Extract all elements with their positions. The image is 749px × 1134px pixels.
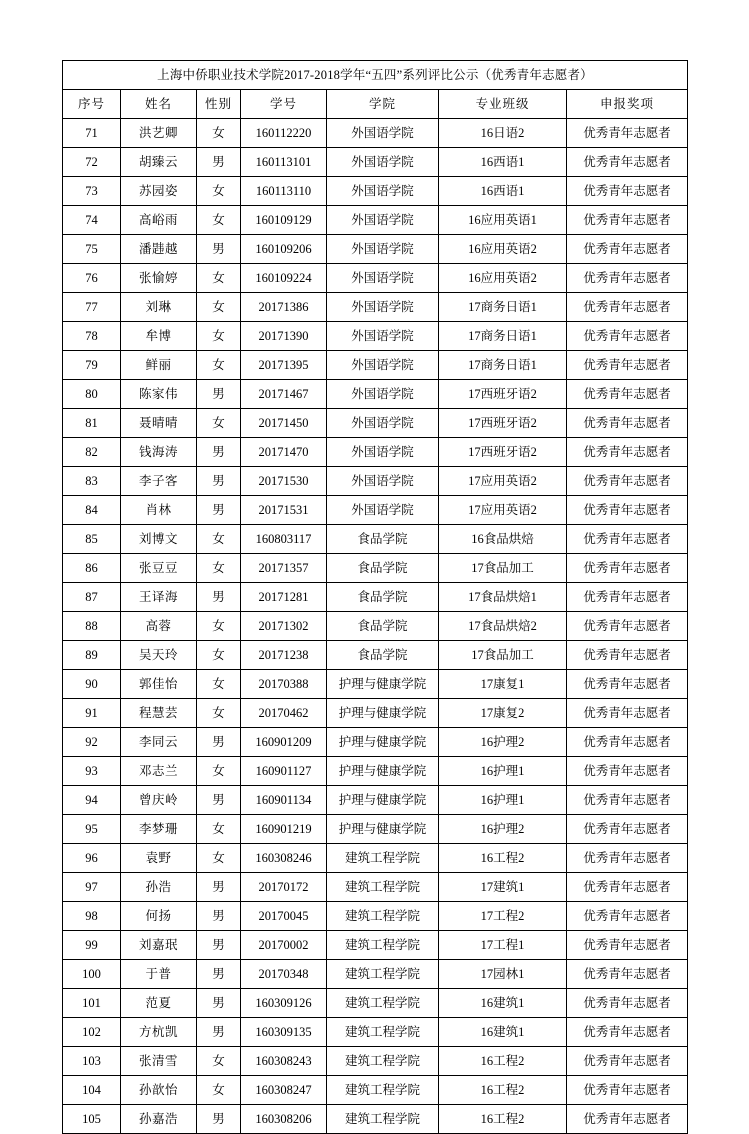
- cell-name: 刘琳: [121, 293, 197, 322]
- column-header-student-id: 学号: [241, 90, 327, 119]
- cell-college: 建筑工程学院: [327, 960, 439, 989]
- table-row: [63, 641, 688, 670]
- cell-index: 85: [63, 525, 121, 554]
- cell-award: 优秀青年志愿者: [567, 1047, 688, 1076]
- cell-college: 外国语学院: [327, 438, 439, 467]
- cell-index: 86: [63, 554, 121, 583]
- cell-gender: 女: [197, 699, 241, 728]
- table-row: [63, 496, 688, 525]
- cell-award: 优秀青年志愿者: [567, 873, 688, 902]
- cell-award: 优秀青年志愿者: [567, 902, 688, 931]
- cell-college: 外国语学院: [327, 322, 439, 351]
- table-row: [63, 699, 688, 728]
- cell-college: 护理与健康学院: [327, 670, 439, 699]
- cell-class: 16工程2: [439, 844, 567, 873]
- cell-gender: 女: [197, 351, 241, 380]
- cell-college: 护理与健康学院: [327, 815, 439, 844]
- cell-award: 优秀青年志愿者: [567, 264, 688, 293]
- cell-class: 17西班牙语2: [439, 438, 567, 467]
- cell-index: 72: [63, 148, 121, 177]
- cell-class: 17食品烘焙2: [439, 612, 567, 641]
- cell-name: 聂晴晴: [121, 409, 197, 438]
- cell-gender: 女: [197, 612, 241, 641]
- cell-index: 97: [63, 873, 121, 902]
- cell-index: 88: [63, 612, 121, 641]
- cell-award: 优秀青年志愿者: [567, 235, 688, 264]
- cell-name: 李子客: [121, 467, 197, 496]
- cell-class: 16建筑1: [439, 989, 567, 1018]
- cell-name: 何扬: [121, 902, 197, 931]
- cell-student-id: 160109224: [241, 264, 327, 293]
- table-row: [63, 786, 688, 815]
- cell-student-id: 20171238: [241, 641, 327, 670]
- cell-college: 外国语学院: [327, 293, 439, 322]
- cell-gender: 男: [197, 873, 241, 902]
- cell-index: 78: [63, 322, 121, 351]
- cell-college: 外国语学院: [327, 496, 439, 525]
- cell-award: 优秀青年志愿者: [567, 815, 688, 844]
- table-row: [63, 815, 688, 844]
- cell-class: 16日语2: [439, 119, 567, 148]
- table-row: [63, 380, 688, 409]
- table-row: [63, 989, 688, 1018]
- table-row: [63, 844, 688, 873]
- cell-student-id: 20171386: [241, 293, 327, 322]
- cell-gender: 男: [197, 496, 241, 525]
- table-row: [63, 931, 688, 960]
- cell-name: 孙歆怡: [121, 1076, 197, 1105]
- cell-student-id: 20171395: [241, 351, 327, 380]
- table-row: [63, 1076, 688, 1105]
- cell-award: 优秀青年志愿者: [567, 119, 688, 148]
- cell-college: 外国语学院: [327, 206, 439, 235]
- cell-student-id: 160309135: [241, 1018, 327, 1047]
- cell-college: 外国语学院: [327, 235, 439, 264]
- cell-award: 优秀青年志愿者: [567, 641, 688, 670]
- cell-college: 建筑工程学院: [327, 1076, 439, 1105]
- cell-award: 优秀青年志愿者: [567, 206, 688, 235]
- cell-name: 于普: [121, 960, 197, 989]
- cell-award: 优秀青年志愿者: [567, 438, 688, 467]
- cell-index: 77: [63, 293, 121, 322]
- cell-gender: 男: [197, 1105, 241, 1134]
- cell-student-id: 20171390: [241, 322, 327, 351]
- table-row: [63, 757, 688, 786]
- cell-name: 范夏: [121, 989, 197, 1018]
- cell-college: 外国语学院: [327, 409, 439, 438]
- cell-class: 17商务日语1: [439, 351, 567, 380]
- cell-index: 75: [63, 235, 121, 264]
- table-row: [63, 960, 688, 989]
- cell-class: 16应用英语2: [439, 235, 567, 264]
- cell-college: 护理与健康学院: [327, 786, 439, 815]
- cell-class: 17园林1: [439, 960, 567, 989]
- cell-class: 17康复2: [439, 699, 567, 728]
- cell-index: 79: [63, 351, 121, 380]
- cell-class: 17食品加工: [439, 554, 567, 583]
- cell-award: 优秀青年志愿者: [567, 960, 688, 989]
- cell-college: 外国语学院: [327, 467, 439, 496]
- column-header-class: 专业班级: [439, 90, 567, 119]
- page-title: 上海中侨职业技术学院2017-2018学年“五四”系列评比公示（优秀青年志愿者）: [63, 61, 688, 90]
- cell-index: 76: [63, 264, 121, 293]
- cell-college: 外国语学院: [327, 351, 439, 380]
- cell-student-id: 160112220: [241, 119, 327, 148]
- cell-index: 98: [63, 902, 121, 931]
- cell-student-id: 20171357: [241, 554, 327, 583]
- cell-award: 优秀青年志愿者: [567, 148, 688, 177]
- cell-college: 外国语学院: [327, 264, 439, 293]
- cell-gender: 男: [197, 989, 241, 1018]
- cell-college: 建筑工程学院: [327, 902, 439, 931]
- cell-award: 优秀青年志愿者: [567, 293, 688, 322]
- cell-student-id: 160309126: [241, 989, 327, 1018]
- column-header-gender: 性别: [197, 90, 241, 119]
- cell-college: 外国语学院: [327, 119, 439, 148]
- cell-award: 优秀青年志愿者: [567, 757, 688, 786]
- cell-award: 优秀青年志愿者: [567, 612, 688, 641]
- cell-index: 99: [63, 931, 121, 960]
- cell-index: 71: [63, 119, 121, 148]
- cell-index: 93: [63, 757, 121, 786]
- cell-class: 17商务日语1: [439, 322, 567, 351]
- cell-name: 邓志兰: [121, 757, 197, 786]
- cell-gender: 女: [197, 554, 241, 583]
- cell-student-id: 20170388: [241, 670, 327, 699]
- cell-gender: 女: [197, 293, 241, 322]
- cell-award: 优秀青年志愿者: [567, 1105, 688, 1134]
- cell-gender: 男: [197, 931, 241, 960]
- cell-class: 16护理1: [439, 786, 567, 815]
- cell-student-id: 160901209: [241, 728, 327, 757]
- cell-award: 优秀青年志愿者: [567, 786, 688, 815]
- cell-student-id: 160901134: [241, 786, 327, 815]
- table-row: [63, 148, 688, 177]
- table-row: [63, 177, 688, 206]
- cell-college: 护理与健康学院: [327, 728, 439, 757]
- table-row: [63, 293, 688, 322]
- cell-college: 外国语学院: [327, 177, 439, 206]
- cell-gender: 男: [197, 728, 241, 757]
- cell-name: 李同云: [121, 728, 197, 757]
- cell-college: 建筑工程学院: [327, 873, 439, 902]
- cell-gender: 男: [197, 235, 241, 264]
- table-row: [63, 1018, 688, 1047]
- cell-gender: 女: [197, 264, 241, 293]
- column-header-index: 序号: [63, 90, 121, 119]
- cell-name: 胡臻云: [121, 148, 197, 177]
- cell-award: 优秀青年志愿者: [567, 670, 688, 699]
- cell-college: 建筑工程学院: [327, 989, 439, 1018]
- title-row: [63, 61, 688, 90]
- cell-student-id: 160113110: [241, 177, 327, 206]
- cell-name: 李梦珊: [121, 815, 197, 844]
- cell-college: 护理与健康学院: [327, 757, 439, 786]
- cell-index: 102: [63, 1018, 121, 1047]
- cell-student-id: 160113101: [241, 148, 327, 177]
- cell-award: 优秀青年志愿者: [567, 467, 688, 496]
- cell-class: 16工程2: [439, 1105, 567, 1134]
- cell-gender: 女: [197, 322, 241, 351]
- cell-class: 17康复1: [439, 670, 567, 699]
- table-row: [63, 322, 688, 351]
- cell-name: 吴天玲: [121, 641, 197, 670]
- cell-award: 优秀青年志愿者: [567, 699, 688, 728]
- cell-index: 96: [63, 844, 121, 873]
- cell-student-id: 160109206: [241, 235, 327, 264]
- cell-gender: 男: [197, 960, 241, 989]
- header-row: [63, 90, 688, 119]
- cell-award: 优秀青年志愿者: [567, 525, 688, 554]
- cell-award: 优秀青年志愿者: [567, 989, 688, 1018]
- cell-student-id: 20171530: [241, 467, 327, 496]
- cell-award: 优秀青年志愿者: [567, 931, 688, 960]
- cell-class: 17西班牙语2: [439, 409, 567, 438]
- cell-class: 16应用英语1: [439, 206, 567, 235]
- column-header-name: 姓名: [121, 90, 197, 119]
- column-header-award: 申报奖项: [567, 90, 688, 119]
- table-row: [63, 1105, 688, 1134]
- table-row: [63, 525, 688, 554]
- cell-class: 17西班牙语2: [439, 380, 567, 409]
- cell-index: 103: [63, 1047, 121, 1076]
- cell-class: 16应用英语2: [439, 264, 567, 293]
- cell-award: 优秀青年志愿者: [567, 351, 688, 380]
- cell-name: 刘博文: [121, 525, 197, 554]
- cell-college: 建筑工程学院: [327, 1105, 439, 1134]
- cell-gender: 男: [197, 148, 241, 177]
- cell-class: 17工程2: [439, 902, 567, 931]
- cell-college: 食品学院: [327, 554, 439, 583]
- cell-gender: 女: [197, 119, 241, 148]
- cell-gender: 女: [197, 206, 241, 235]
- cell-gender: 女: [197, 525, 241, 554]
- table-body: [63, 61, 688, 1134]
- cell-class: 16工程2: [439, 1047, 567, 1076]
- cell-student-id: 160308206: [241, 1105, 327, 1134]
- cell-name: 高峪雨: [121, 206, 197, 235]
- cell-college: 外国语学院: [327, 380, 439, 409]
- cell-college: 外国语学院: [327, 148, 439, 177]
- cell-award: 优秀青年志愿者: [567, 728, 688, 757]
- cell-student-id: 20171302: [241, 612, 327, 641]
- table-row: [63, 438, 688, 467]
- cell-student-id: 20170002: [241, 931, 327, 960]
- cell-class: 17食品烘焙1: [439, 583, 567, 612]
- cell-student-id: 20171531: [241, 496, 327, 525]
- cell-class: 16护理1: [439, 757, 567, 786]
- cell-gender: 男: [197, 786, 241, 815]
- cell-student-id: 160109129: [241, 206, 327, 235]
- cell-award: 优秀青年志愿者: [567, 1076, 688, 1105]
- cell-award: 优秀青年志愿者: [567, 1018, 688, 1047]
- cell-gender: 女: [197, 844, 241, 873]
- cell-student-id: 20171281: [241, 583, 327, 612]
- cell-index: 80: [63, 380, 121, 409]
- cell-name: 高蓉: [121, 612, 197, 641]
- cell-name: 洪艺卿: [121, 119, 197, 148]
- cell-student-id: 20171450: [241, 409, 327, 438]
- cell-gender: 女: [197, 177, 241, 206]
- roster-table: [62, 60, 688, 1134]
- cell-student-id: 20170172: [241, 873, 327, 902]
- cell-award: 优秀青年志愿者: [567, 322, 688, 351]
- cell-index: 105: [63, 1105, 121, 1134]
- cell-index: 87: [63, 583, 121, 612]
- cell-class: 16工程2: [439, 1076, 567, 1105]
- cell-class: 16建筑1: [439, 1018, 567, 1047]
- table-row: [63, 264, 688, 293]
- cell-award: 优秀青年志愿者: [567, 409, 688, 438]
- cell-name: 钱海涛: [121, 438, 197, 467]
- cell-college: 建筑工程学院: [327, 931, 439, 960]
- cell-name: 牟博: [121, 322, 197, 351]
- cell-student-id: 160901219: [241, 815, 327, 844]
- table-row: [63, 467, 688, 496]
- cell-name: 曾庆岭: [121, 786, 197, 815]
- cell-student-id: 20171470: [241, 438, 327, 467]
- cell-index: 91: [63, 699, 121, 728]
- table-row: [63, 206, 688, 235]
- cell-gender: 男: [197, 902, 241, 931]
- table-row: [63, 554, 688, 583]
- column-header-college: 学院: [327, 90, 439, 119]
- cell-index: 81: [63, 409, 121, 438]
- table-row: [63, 235, 688, 264]
- table-row: [63, 670, 688, 699]
- table-row: [63, 873, 688, 902]
- cell-index: 90: [63, 670, 121, 699]
- cell-student-id: 20170348: [241, 960, 327, 989]
- cell-name: 张豆豆: [121, 554, 197, 583]
- cell-index: 94: [63, 786, 121, 815]
- cell-class: 17工程1: [439, 931, 567, 960]
- cell-name: 王译海: [121, 583, 197, 612]
- cell-index: 84: [63, 496, 121, 525]
- cell-name: 孙浩: [121, 873, 197, 902]
- cell-index: 101: [63, 989, 121, 1018]
- cell-student-id: 160308246: [241, 844, 327, 873]
- table-row: [63, 612, 688, 641]
- cell-index: 95: [63, 815, 121, 844]
- cell-gender: 女: [197, 1076, 241, 1105]
- cell-gender: 男: [197, 583, 241, 612]
- cell-index: 73: [63, 177, 121, 206]
- cell-index: 104: [63, 1076, 121, 1105]
- cell-gender: 女: [197, 1047, 241, 1076]
- cell-student-id: 160803117: [241, 525, 327, 554]
- cell-college: 食品学院: [327, 612, 439, 641]
- cell-college: 食品学院: [327, 525, 439, 554]
- cell-class: 17商务日语1: [439, 293, 567, 322]
- table-row: [63, 409, 688, 438]
- cell-index: 89: [63, 641, 121, 670]
- cell-class: 17食品加工: [439, 641, 567, 670]
- cell-index: 83: [63, 467, 121, 496]
- cell-college: 护理与健康学院: [327, 699, 439, 728]
- cell-name: 苏园姿: [121, 177, 197, 206]
- cell-college: 建筑工程学院: [327, 844, 439, 873]
- cell-student-id: 20170045: [241, 902, 327, 931]
- cell-award: 优秀青年志愿者: [567, 177, 688, 206]
- cell-college: 建筑工程学院: [327, 1047, 439, 1076]
- cell-name: 程慧芸: [121, 699, 197, 728]
- cell-award: 优秀青年志愿者: [567, 844, 688, 873]
- cell-college: 食品学院: [327, 641, 439, 670]
- cell-student-id: 160308247: [241, 1076, 327, 1105]
- cell-gender: 男: [197, 380, 241, 409]
- cell-class: 17应用英语2: [439, 467, 567, 496]
- table-row: [63, 583, 688, 612]
- cell-award: 优秀青年志愿者: [567, 554, 688, 583]
- cell-gender: 女: [197, 409, 241, 438]
- cell-class: 16食品烘焙: [439, 525, 567, 554]
- cell-name: 肖林: [121, 496, 197, 525]
- cell-student-id: 160901127: [241, 757, 327, 786]
- cell-name: 袁野: [121, 844, 197, 873]
- cell-index: 82: [63, 438, 121, 467]
- cell-name: 鲜丽: [121, 351, 197, 380]
- cell-name: 郭佳怡: [121, 670, 197, 699]
- cell-gender: 女: [197, 757, 241, 786]
- cell-name: 刘嘉珉: [121, 931, 197, 960]
- table-row: [63, 119, 688, 148]
- table-row: [63, 1047, 688, 1076]
- cell-student-id: 20171467: [241, 380, 327, 409]
- cell-award: 优秀青年志愿者: [567, 380, 688, 409]
- cell-award: 优秀青年志愿者: [567, 496, 688, 525]
- cell-class: 16护理2: [439, 815, 567, 844]
- cell-student-id: 160308243: [241, 1047, 327, 1076]
- cell-name: 张愉婷: [121, 264, 197, 293]
- cell-name: 孙嘉浩: [121, 1105, 197, 1134]
- cell-gender: 男: [197, 467, 241, 496]
- cell-college: 食品学院: [327, 583, 439, 612]
- cell-gender: 女: [197, 670, 241, 699]
- cell-gender: 男: [197, 438, 241, 467]
- cell-name: 张清雪: [121, 1047, 197, 1076]
- table-row: [63, 728, 688, 757]
- cell-gender: 男: [197, 1018, 241, 1047]
- cell-class: 16护理2: [439, 728, 567, 757]
- cell-index: 100: [63, 960, 121, 989]
- cell-class: 16西语1: [439, 148, 567, 177]
- cell-class: 17建筑1: [439, 873, 567, 902]
- cell-name: 潘韪越: [121, 235, 197, 264]
- table-row: [63, 902, 688, 931]
- cell-index: 92: [63, 728, 121, 757]
- cell-gender: 女: [197, 815, 241, 844]
- cell-award: 优秀青年志愿者: [567, 583, 688, 612]
- cell-index: 74: [63, 206, 121, 235]
- cell-name: 方杭凯: [121, 1018, 197, 1047]
- cell-college: 建筑工程学院: [327, 1018, 439, 1047]
- cell-student-id: 20170462: [241, 699, 327, 728]
- cell-name: 陈家伟: [121, 380, 197, 409]
- table-row: [63, 351, 688, 380]
- cell-class: 16西语1: [439, 177, 567, 206]
- cell-class: 17应用英语2: [439, 496, 567, 525]
- cell-gender: 女: [197, 641, 241, 670]
